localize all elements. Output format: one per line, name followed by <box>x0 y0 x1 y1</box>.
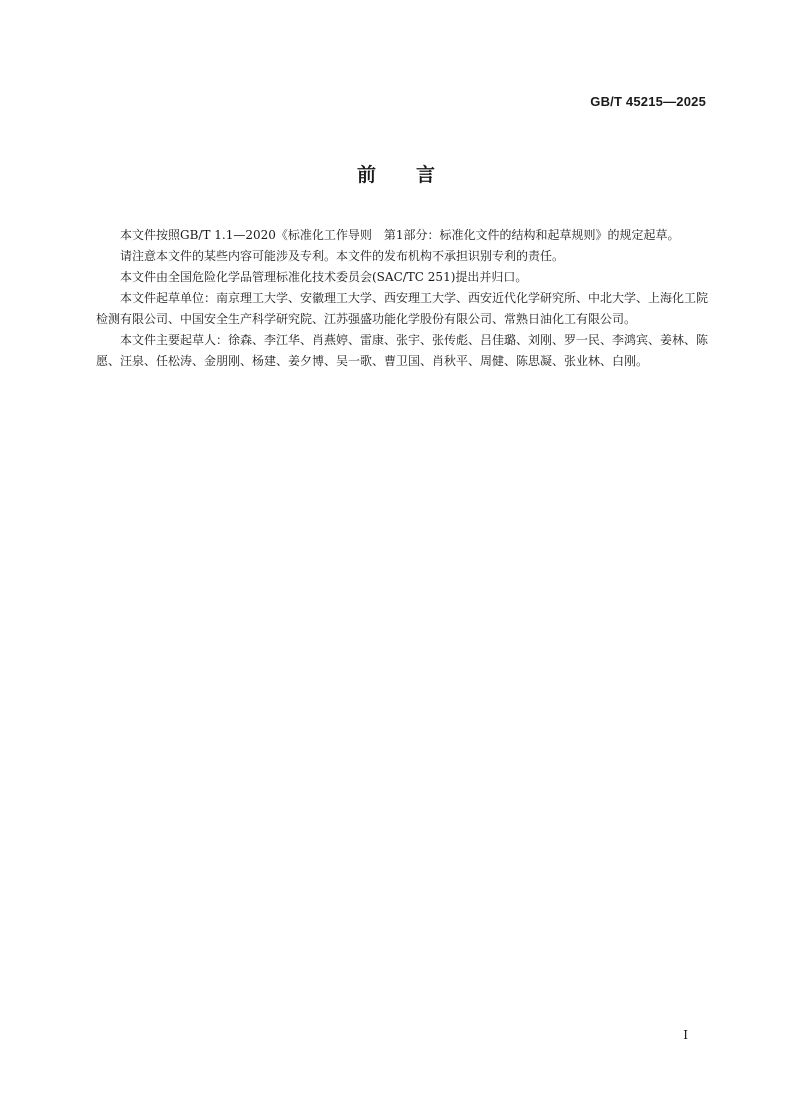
paragraph-drafting-units: 本文件起草单位：南京理工大学、安徽理工大学、西安理工大学、西安近代化学研究所、中北大学、上海化工院检测有限公司、中国安全生产科学研究院、江苏强盛功能化学股份有限公司、常熟日油化工有限公司。 <box>96 291 709 326</box>
paragraph-patent-notice: 请注意本文件的某些内容可能涉及专利。本文件的发布机构不承担识别专利的责任。 <box>120 249 565 263</box>
foreword-body <box>96 225 708 372</box>
standard-code: GB/T 45215—2025 <box>590 94 706 109</box>
paragraph-proposer: 本文件由全国危险化学品管理标准化技术委员会(SAC/TC 251)提出并归口。 <box>120 270 528 284</box>
paragraph-drafting-rules: 本文件按照GB/T 1.1—2020《标准化工作导则 第1部分：标准化文件的结构和起草规则》的规定起草。 <box>120 228 680 242</box>
page-number: I <box>683 1028 688 1042</box>
paragraph-drafters: 本文件主要起草人：徐森、李江华、肖燕婷、雷康、张宇、张传彪、吕佳璐、刘刚、罗一民、李鸿宾、姜林、陈愿、汪泉、任松涛、金朋刚、杨建、姜夕博、吴一歌、曹卫国、肖秋平、周健、陈思凝、张业林、白刚。 <box>96 333 709 368</box>
title-char-2: 言 <box>416 164 436 186</box>
page-title <box>0 160 792 187</box>
title-char-1: 前 <box>356 164 376 186</box>
